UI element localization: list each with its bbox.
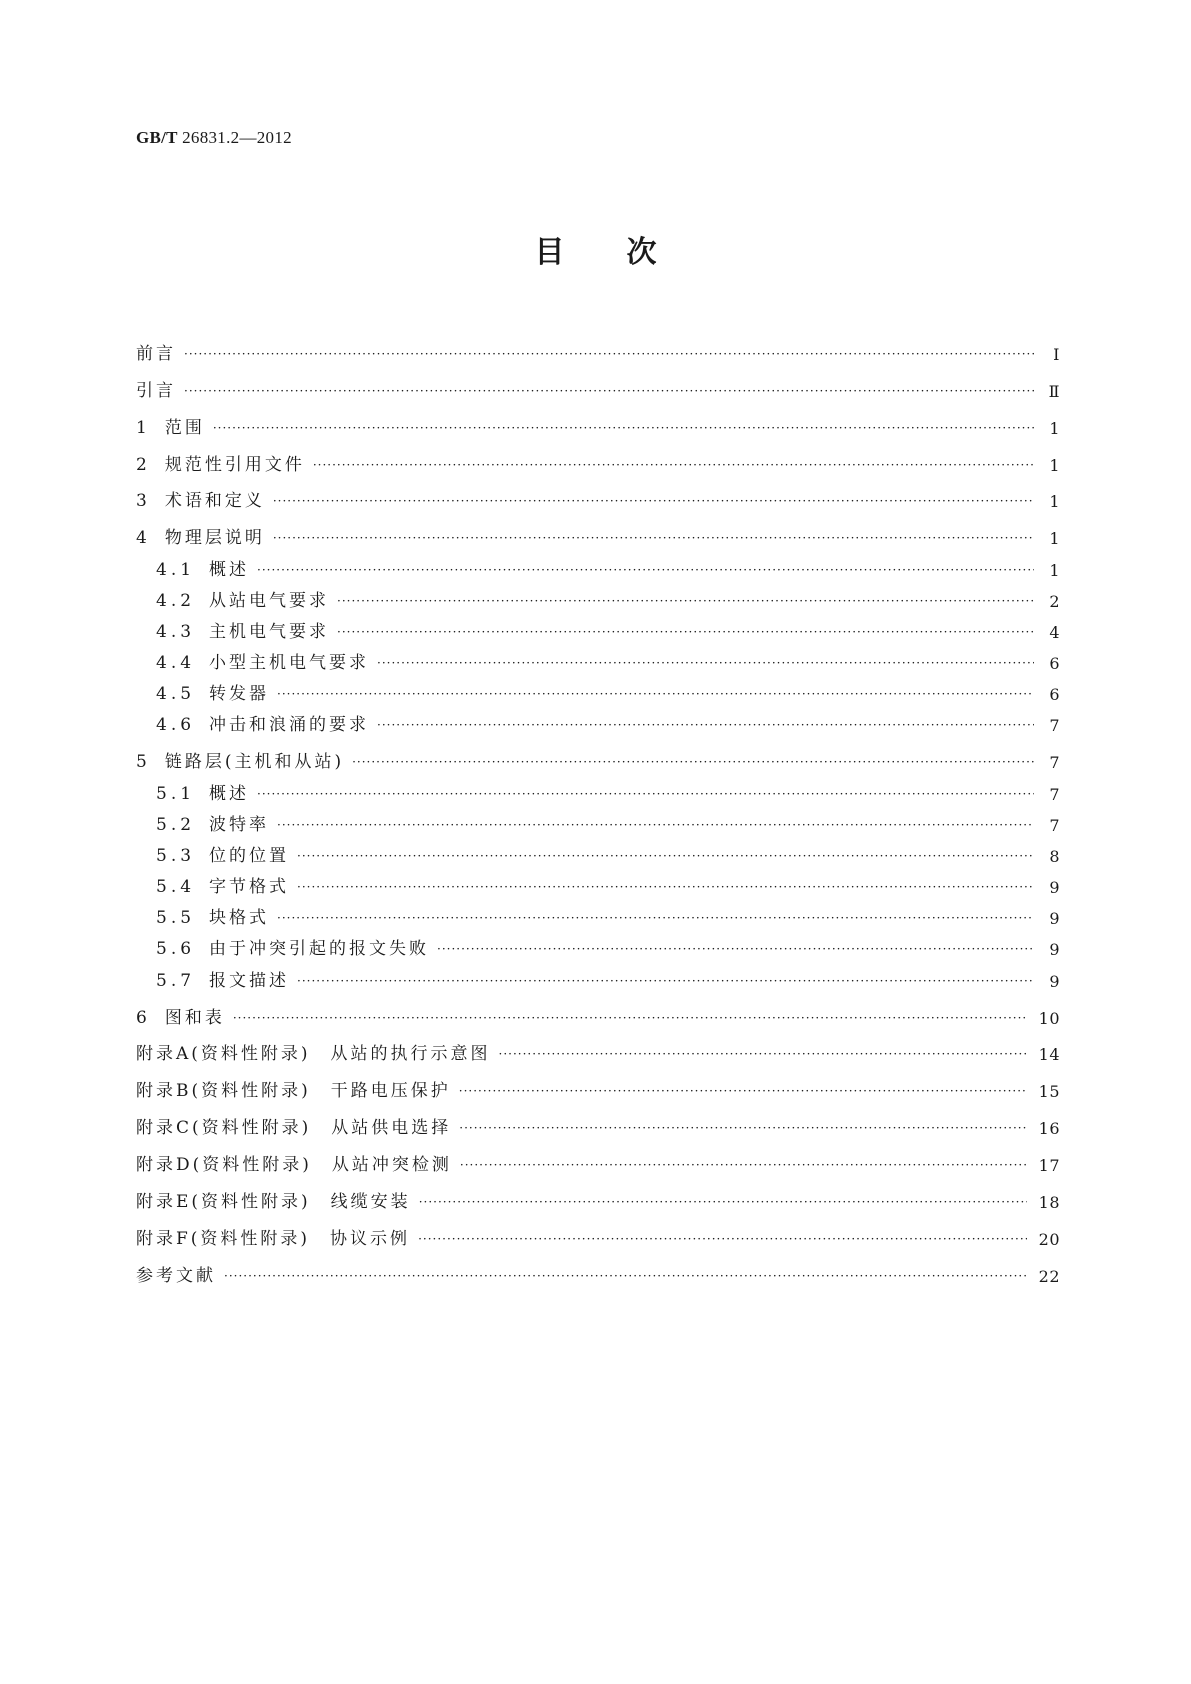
toc-entry-page: 6: [1049, 654, 1060, 674]
toc-entry[interactable]: [136, 579, 1060, 610]
toc-dot-leader: [377, 717, 1034, 734]
toc-dot-leader: [213, 420, 1034, 437]
toc-entry-label: 参考文献: [136, 1265, 216, 1286]
toc-entry-label: 位的位置: [209, 845, 290, 866]
toc-entry[interactable]: [136, 1211, 1060, 1248]
toc-dot-leader: [377, 655, 1034, 672]
standard-code: [136, 128, 292, 148]
toc-entry-label: 附录D(资料性附录) 从站冲突检测: [136, 1155, 452, 1176]
toc-entry-label: 波特率: [209, 814, 270, 835]
toc-entry[interactable]: [136, 990, 1060, 1027]
toc-dot-leader: [437, 941, 1034, 958]
toc-entry-page: 9: [1049, 940, 1060, 960]
toc-entry[interactable]: [136, 834, 1060, 865]
toc-entry-page: 16: [1038, 1119, 1060, 1139]
toc-dot-leader: [224, 1268, 1027, 1285]
toc-entry-page: Ⅰ: [1053, 344, 1060, 364]
toc-entry[interactable]: [136, 610, 1060, 641]
toc-entry-label: 附录A(资料性附录) 从站的执行示意图: [136, 1044, 491, 1065]
toc-entry[interactable]: [136, 865, 1060, 896]
toc-entry[interactable]: [136, 1100, 1060, 1137]
toc-entry-number: 5: [136, 752, 151, 773]
toc-dot-leader: [297, 848, 1034, 865]
toc-dot-leader: [337, 624, 1034, 641]
toc-entry[interactable]: [136, 672, 1060, 703]
toc-dot-leader: [277, 910, 1034, 927]
toc-entry-label: 附录C(资料性附录) 从站供电选择: [136, 1118, 452, 1139]
toc-entry-number: 5.7: [156, 970, 196, 991]
toc-entry-page: 15: [1038, 1082, 1060, 1102]
toc-entry-number: 3: [136, 491, 151, 512]
toc-entry-label: 引言: [136, 380, 176, 401]
toc-entry-page: 9: [1049, 909, 1060, 929]
toc-entry-page: 4: [1049, 622, 1060, 642]
toc-entry-label: 规范性引用文件: [164, 454, 305, 475]
toc-entry-label: 从站电气要求: [209, 590, 330, 611]
toc-entry[interactable]: [136, 771, 1060, 802]
toc-entry-page: Ⅱ: [1048, 381, 1060, 401]
toc-dot-leader: [233, 1010, 1027, 1027]
toc-entry[interactable]: [136, 927, 1060, 958]
table-of-contents: [136, 326, 1060, 1285]
toc-entry-page: 7: [1049, 784, 1060, 804]
toc-entry-number: 4.3: [156, 621, 196, 642]
toc-entry-label: 图和表: [164, 1007, 225, 1028]
toc-entry-page: 7: [1049, 815, 1060, 835]
toc-entry-page: 1: [1049, 529, 1060, 549]
toc-entry-label: 范围: [164, 417, 205, 438]
toc-entry[interactable]: [136, 474, 1060, 511]
toc-entry[interactable]: [136, 896, 1060, 927]
toc-entry-page: 2: [1049, 591, 1060, 611]
toc-entry-number: 5.1: [156, 783, 196, 804]
toc-dot-leader: [184, 346, 1034, 363]
toc-entry-number: 4.2: [156, 590, 196, 611]
toc-entry-label: 块格式: [209, 908, 270, 929]
toc-entry-label: 由于冲突引起的报文失败: [209, 939, 430, 960]
toc-dot-leader: [297, 879, 1034, 896]
toc-entry-number: 1: [136, 417, 151, 438]
toc-entry-number: 4.6: [156, 715, 196, 736]
standard-number: 26831.2—2012: [182, 128, 292, 147]
toc-entry-page: 10: [1038, 1008, 1060, 1028]
toc-entry-number: 5.6: [156, 939, 196, 960]
toc-entry-page: 1: [1049, 455, 1060, 475]
toc-entry-page: 8: [1049, 846, 1060, 866]
toc-entry-label: 冲击和浪涌的要求: [209, 715, 370, 736]
toc-entry-label: 链路层(主机和从站): [164, 752, 345, 773]
toc-entry-number: 5.3: [156, 845, 196, 866]
toc-entry[interactable]: [136, 734, 1060, 771]
toc-entry-number: 4: [136, 528, 151, 549]
toc-entry[interactable]: [136, 326, 1060, 363]
toc-dot-leader: [419, 1194, 1027, 1211]
toc-entry-page: 14: [1038, 1045, 1060, 1065]
toc-dot-leader: [273, 530, 1034, 547]
toc-entry-page: 1: [1049, 492, 1060, 512]
toc-dot-leader: [277, 817, 1034, 834]
toc-dot-leader: [352, 754, 1034, 771]
toc-entry-page: 17: [1038, 1156, 1060, 1176]
toc-entry-label: 字节格式: [209, 877, 290, 898]
toc-entry-label: 报文描述: [209, 970, 290, 991]
toc-entry[interactable]: [136, 803, 1060, 834]
toc-entry-page: 7: [1049, 753, 1060, 773]
toc-dot-leader: [184, 383, 1034, 400]
toc-entry[interactable]: [136, 1063, 1060, 1100]
toc-dot-leader: [459, 1083, 1027, 1100]
toc-entry-label: 转发器: [209, 684, 270, 705]
page-title: 目次: [534, 235, 719, 270]
toc-entry-page: 6: [1049, 685, 1060, 705]
toc-entry-label: 附录F(资料性附录) 协议示例: [136, 1228, 411, 1249]
toc-entry-page: 9: [1049, 878, 1060, 898]
toc-entry-number: 4.1: [156, 559, 196, 580]
toc-dot-leader: [257, 786, 1034, 803]
toc-entry[interactable]: [136, 437, 1060, 474]
toc-dot-leader: [460, 1157, 1027, 1174]
toc-entry-number: 4.4: [156, 653, 196, 674]
toc-entry-number: 2: [136, 454, 151, 475]
toc-entry-label: 前言: [136, 343, 176, 364]
toc-entry-label: 主机电气要求: [209, 621, 330, 642]
toc-entry-label: 概述: [209, 783, 250, 804]
toc-entry-page: 1: [1049, 560, 1060, 580]
toc-entry-number: 6: [136, 1007, 151, 1028]
toc-entry[interactable]: [136, 510, 1060, 547]
toc-entry-label: 物理层说明: [164, 528, 265, 549]
toc-entry-label: 小型主机电气要求: [209, 653, 370, 674]
toc-dot-leader: [313, 457, 1034, 474]
toc-entry-page: 18: [1038, 1193, 1060, 1213]
toc-entry[interactable]: [136, 958, 1060, 989]
toc-entry-number: 5.4: [156, 877, 196, 898]
toc-entry[interactable]: [136, 703, 1060, 734]
toc-entry[interactable]: [136, 400, 1060, 437]
toc-entry-label: 术语和定义: [164, 491, 265, 512]
toc-dot-leader: [337, 593, 1034, 610]
toc-entry-page: 9: [1049, 971, 1060, 991]
toc-entry[interactable]: [136, 1174, 1060, 1211]
toc-dot-leader: [297, 973, 1034, 990]
toc-entry-number: 5.2: [156, 814, 196, 835]
toc-entry[interactable]: [136, 1248, 1060, 1285]
toc-entry[interactable]: [136, 363, 1060, 400]
toc-entry-page: 22: [1038, 1266, 1060, 1286]
standard-prefix: GB/T: [136, 128, 178, 147]
toc-dot-leader: [277, 686, 1034, 703]
toc-dot-leader: [499, 1046, 1027, 1063]
toc-entry[interactable]: [136, 1137, 1060, 1174]
toc-entry[interactable]: [136, 1027, 1060, 1064]
toc-entry-page: 7: [1049, 716, 1060, 736]
toc-entry-number: 4.5: [156, 684, 196, 705]
toc-entry-page: 1: [1049, 418, 1060, 438]
toc-entry[interactable]: [136, 547, 1060, 578]
toc-entry-label: 附录B(资料性附录) 干路电压保护: [136, 1081, 451, 1102]
toc-entry[interactable]: [136, 641, 1060, 672]
toc-entry-page: 20: [1038, 1229, 1060, 1249]
toc-dot-leader: [418, 1231, 1027, 1248]
toc-entry-label: 附录E(资料性附录) 线缆安装: [136, 1192, 411, 1213]
toc-dot-leader: [273, 493, 1034, 510]
toc-entry-label: 概述: [209, 559, 250, 580]
toc-entry-number: 5.5: [156, 908, 196, 929]
toc-dot-leader: [459, 1120, 1026, 1137]
toc-dot-leader: [257, 562, 1034, 579]
